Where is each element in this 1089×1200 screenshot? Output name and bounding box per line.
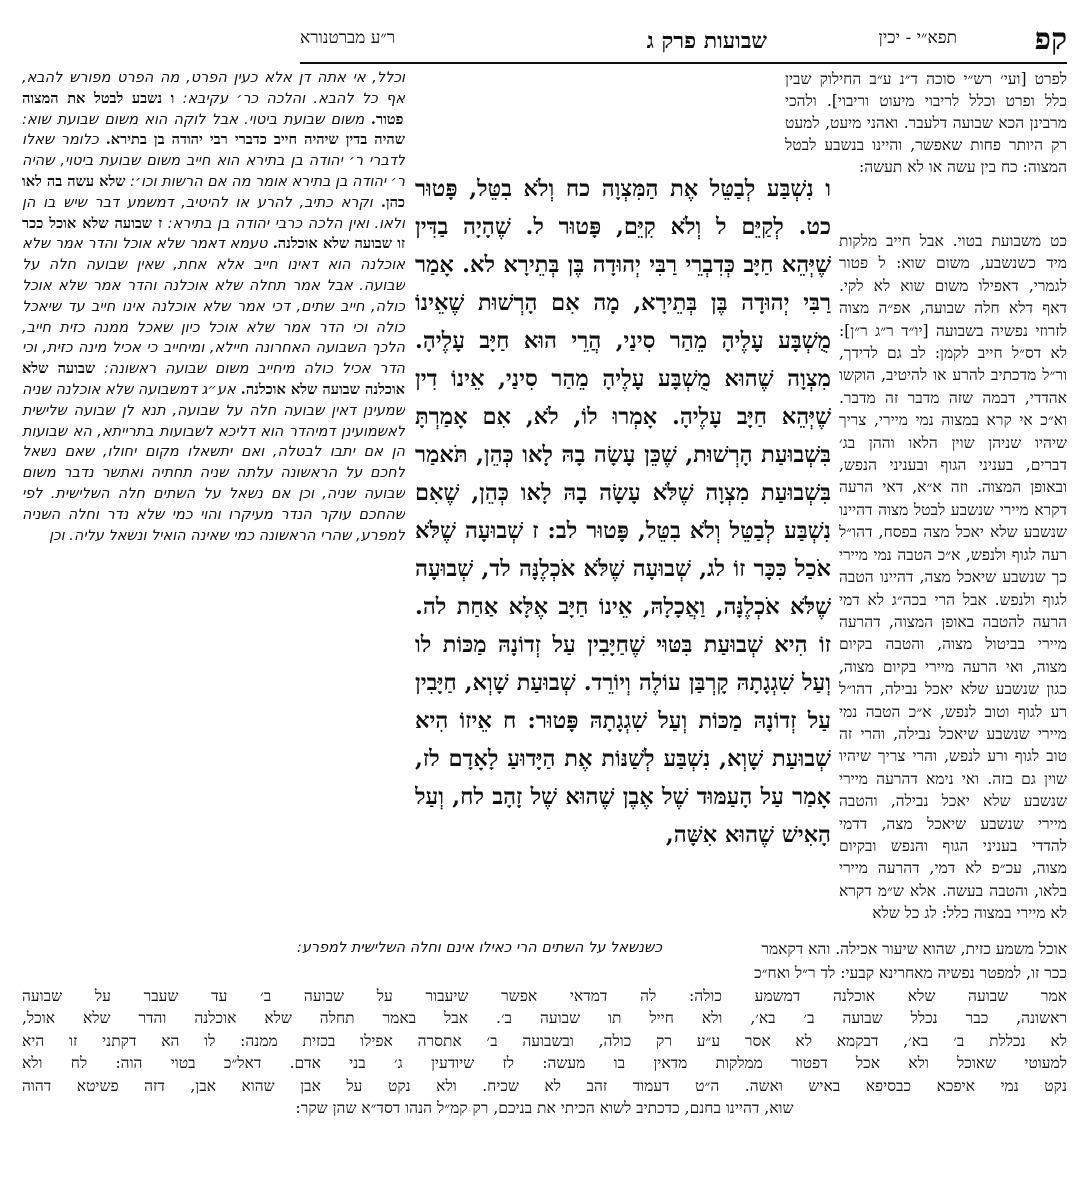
bottom-line: למעוטי שאוכל ולא אכל דפטור ממלקות מדאין בו מעשה: לז שיודעין ג׳ בני אדם. דאל״כ בטוי הוה: לח ולא (22, 1054, 1067, 1072)
bartenura-text-4: טעמא דאמר שלא אוכל והדר אמר שלא אוכלנה הוא דאינו חייב אלא אחת, שאין שבועה חלה על שבועה. אבל אמר תחלה שלא אוכלנה והדר אמר שלא אוכל כולה, חייב שתים, דכי אמר שלא אוכלנה אינו חייב עד שיאכל כולה וכי הדר אמר שלא אוכל כיון שאכל ממנה כזית חייב, הלכך השבועה האחרונה חיילא, ומיחייב כי אכיל מינה כזית, וכי הדר אכיל כולה מיחייב משום שבועה ראשונה: (22, 236, 405, 378)
bartenura-text-5: אע״ג דמשבועה שלא אוכלנה שניה שמעינן דאין שבועה חלה על שבועה, תנא לן שבועה שלישית לאשמועינן דמיהדר הוא דליכא לשבועות בתרייתא, הא שבועות הן אם יתבו לבטלה, ואם יתשאלו מקום יחולו, שאם נשאל לחכם על הראשונה עלתה שניה תחתיה ואתשר נדבר משום שבועה שניה, וכן אם נשאל על השתים חלה השלישית. לפי שהחכם עוקר הנדר מעיקרו והוי כמי שלא נדר וחלה השניה למפרע, שהרי הראשונה כמי שאינה הואיל ונשאל עליה. וכן (22, 381, 405, 544)
bottom-first-line-bartenura: כשנשאל על השתים הרי כאילו אינם וחלה השלישית למפרע: (296, 940, 662, 956)
page-number: קפ (1034, 22, 1067, 57)
bottom-line: ראשונה, כבר נכלל שבועה ב׳ בא׳, ולא חייל תו שבועה ב׳. אבל באמר תחלה שלא אוכלנה והדר שלא אוכל, (22, 1009, 1067, 1027)
bottom-line: לא נכללת ב׳ בא׳, דבקמא לא אסר ע״ע רק כולה, ובשבועה ב׳ אתסרה אפילו בכזית ממנה: לו הא דקתני זו היא (22, 1031, 1067, 1050)
bottom-full-width-block (22, 962, 1067, 1120)
bartenura-intro: וכלל, אי אתה דן אלא כעין הפרט, מה הפרט מפורש להבא, אף כל להבא. והלכה כר׳ עקיבא: (22, 70, 405, 107)
commentary-title: ר״ע מברטנורא (300, 28, 396, 48)
bartenura-text-3: וקרא כתיב, להרע או להיטיב, דמשמע דבר שיש בו הן ולאו. ואין הלכה כרבי יהודה בן בתירא: (22, 194, 405, 232)
tosafot-top-block: לפרט [ועי׳ רש״י סוכה ד״נ ע״ב החילוק שבין כלל ופרט וכלל לריבוי מיעוט וריבוי]. ולהכי מרבינן הכא שבועה דלעבר. ואהני מיעט, למעט רק היותר פחות שאפשר, והיינו בנשבע לבטל המצוה: כח בין עשה או לא תעשה: (785, 70, 1067, 176)
bartenura-text-2: כלומר שאלו לדברי ר׳ יהודה בן בתירא הוא חייב משום שבועת ביטוי, שהיה ר׳ יהודה בן בתירא אומר מה אם הרשות וכו׳: (22, 132, 405, 190)
bartenura-column (22, 68, 405, 934)
bottom-line: ככר זו, למפטר נפשיה מאחרינא קבעי: לד ר״ל ואח״כ (754, 964, 1067, 982)
bartenura-lead-1: ו נשבע לבטל את המצוה פטור. (22, 89, 404, 128)
bottom-line: שוא, דהיינו בחנם, כדכתיב לשוא הכיתי את בניכם, רק קמ״ל הנהו דסד״א שהן שקר: (295, 1099, 794, 1117)
bartenura-text-1: משום שבועת ביטוי. אבל לוקה הוא משום שבועת שוא: (22, 111, 365, 128)
tosafot-main-column: כט משבועת בטוי. אבל חייב מלקות מיד כשנשבע, משום שוא: ל פטור לגמרי, דאפילו משום שוא לא לקי. דאף דלא חלה שבועה, אפ״ה מצוה לזרוזי נפשיה בשבועה [יו״ד ר״ג ר״ן]: לא דס״ל חייב לקמן: לב גם לדידך, ור״ל מדכתיב להרע או להיטיב, הוקשו אהדדי, דבמה שזה מדבר זה מדבר. וא״כ אי קרא במצוה נמי מיירי, צריך שיהיו שניהן שוין הלאו וההן בג׳ דברים, בעניני הגוף ובעניני הנפש, ובאופן המצוה. וזה א״א, דאי הרעה דקרא מיירי שנשבע לבטל מצוה דהיינו שנשבע שלא יאכל מצה בפסח, דהו״ל רעה לגוף ולנפש, א״כ הטבה נמי מיירי כך שנשבע שיאכל מצה, דהיינו הטבה לגוף ולנפש. אבל הרי בכה״ג לא דמי הרעה להטבה באופן המצוה, דהרעה מיירי בביטול מצוה, והטבה בקיום מצוה, ואי הרעה מיירי בקיום מצוה, כגון שנשבע שלא יאכל נבילה, דהו״ל רע לגוף וטוב לנפש, א״כ הטבה נמי מיירי שנשבע שיאכל נבילה, והרי זה טוב לגוף ורע לנפש, והרי צריך שיהיו שוין גם בזה. ואי נימא דהרעה מיירי שנשבע שלא יאכל נבילה, והטבה מיירי שנשבע שיאכל מצה, דדמי להדדי בעניני הגוף והנפש ובקיום מצוה, עכ״פ לא דמי, דהרעה מיירי בלאו, והטבה בעשה. אלא ש״מ דקרא לא מיירי במצוה כלל: לג כל שלא (839, 232, 1067, 923)
mishnah-text: ו נִשְׁבַּע לְבַטֵּל אֶת הַמִּצְוָה כח וְלֹא בִטֵּל, פָּטוּר כט. לְקַיֵּם ל וְלֹא קִיֵּם, פָּטוּר ל. שֶׁהָיָה בַדִּין שֶׁיְּהֵא חַיָּב כְּדִבְרֵי רַבִּי יְהוּדָה בֶּן בְּתֵירָא לא. אָמַר רַבִּי יְהוּדָה בֶּן בְּתֵירָא, מָה אִם הָרְשׁוּת שֶׁאֵינוֹ מֻשְׁבָּע עָלֶיהָ מֵהַר סִינַי, הֲרֵי הוּא חַיָּב עָלֶיהָ. מִצְוָה שֶׁהוּא מֻשְׁבָּע עָלֶיהָ מֵהַר סִינַי, אֵינוֹ דִין שֶׁיְּהֵא חַיָּב עָלֶיהָ. אָמְרוּ לוֹ, לֹא, אִם אָמַרְתָּ בִּשְׁבוּעַת הָרְשׁוּת, שֶׁכֵּן עָשָׂה בָהּ לָאו כְּהֵן, תֹּאמַר בִּשְׁבוּעַת מִצְוָה שֶׁלֹּא עָשָׂה בָהּ לָאו כְּהֵן, שֶׁאִם נִשְׁבַּע לְבַטֵּל וְלֹא בִטֵּל, פָּטוּר לב: ז שְׁבוּעָה שֶׁלֹּא אֹכַל כִּכָּר זוֹ לג, שְׁבוּעָה שֶׁלֹּא אֹכְלֶנָּה לד, שְׁבוּעָה שֶׁלֹּא אֹכְלֶנָּה, וַאֲכָלָהּ, אֵינוֹ חַיָּב אֶלָּא אַחַת לה. זוֹ הִיא שְׁבוּעַת בִּטּוּי שֶׁחַיָּבִין עַל זְדוֹנָהּ מַכּוֹת לו וְעַל שִׁגְגָתָהּ קָרְבַּן עוֹלֶה וְיוֹרֵד. שְׁבוּעַת שָׁוְא, חַיָּבִין עַל זְדוֹנָהּ מַכּוֹת וְעַל שִׁגְגָתָהּ פָּטוּר: ח אֵיזוֹ הִיא שְׁבוּעַת שָׁוְא, נִשְׁבַּע לְשַׁנּוֹת אֶת הַיָּדוּעַ לָאָדָם לז, אָמַר עַל הָעַמּוּד שֶׁל אֶבֶן שֶׁהוּא שֶׁל זָהָב לח, וְעַל הָאִישׁ שֶׁהוּא אִשָּׁה, (415, 176, 831, 848)
bottom-line: אמר שבועה שלא אוכלנה דמשמע כולה: לה דמדאי אפשר שיעבור על שבועה ב׳ עד שעבר על שבועה (22, 986, 1067, 1005)
bottom-first-line-tosafot: אוכל משמע כזית, שהוא שיעור אכילה. והא דקאמר (761, 940, 1067, 958)
header-rule (300, 62, 1067, 64)
tractate-title: שבועות פרק ג (646, 28, 767, 54)
bartenura-lead-3: שלא עשה בה לאו כהן. (22, 172, 405, 211)
tosafot-reference: תפא״י - יכין (878, 28, 957, 48)
bartenura-lead-4: ז שבועה שלא אוכל ככר זו שבועה שלא אוכלנה. (22, 214, 405, 253)
bartenura-lead-2: שהיה בדין שיהיה חייב כדברי רבי יהודה בן בתירא. (98, 131, 405, 149)
bottom-line: נקט נמי איפכא כבסיפא באיש ואשה. ה״ט דעמוד זהב לא שכיח. ולא נקט על אבן שהוא אבן, דזה פשיטא דהוה (22, 1076, 1067, 1095)
page-header (300, 22, 1067, 62)
bartenura-lead-5: שבועה שלא אוכלנה שבועה שלא אוכלנה. (22, 360, 405, 398)
